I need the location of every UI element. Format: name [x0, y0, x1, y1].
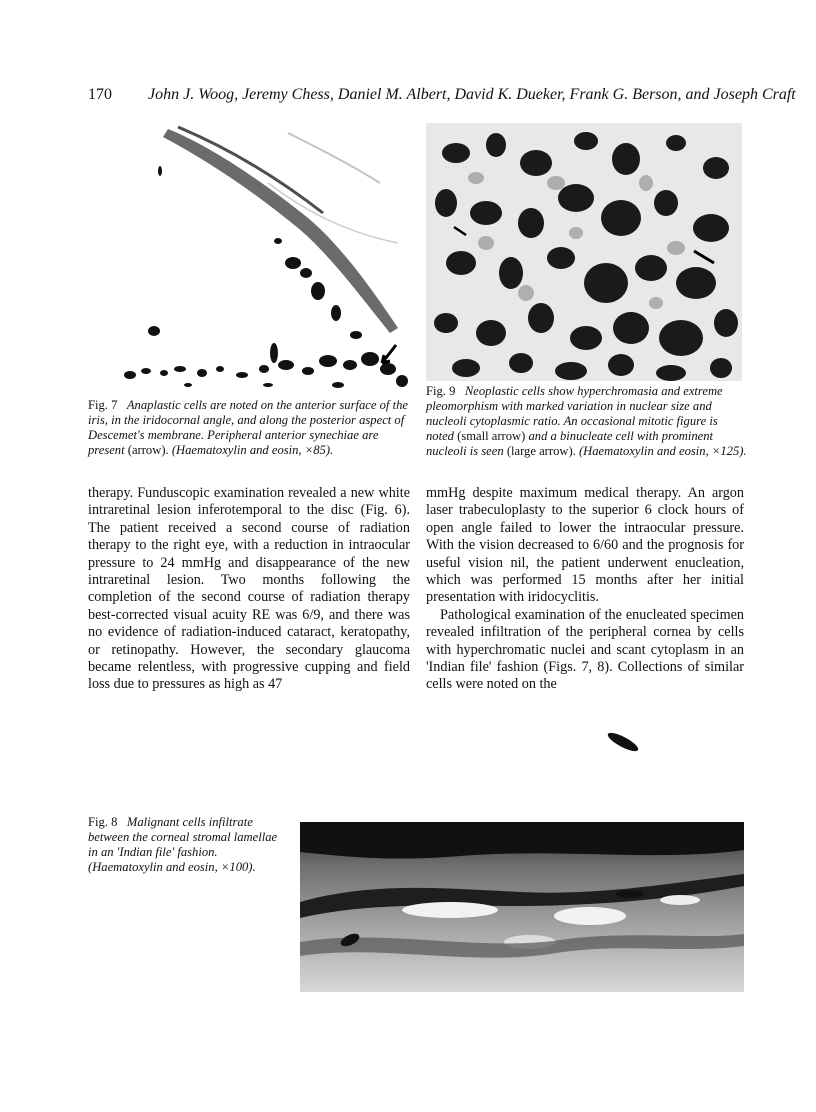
figure-9-stain: (Haematoxylin and eosin, ×125).: [578, 444, 747, 458]
figure-8-label: Fig. 8: [88, 815, 118, 829]
author-list: John J. Woog, Jeremy Chess, Daniel M. Albert, David K. Dueker, Frank G. Berson, and Joseph Craft: [148, 86, 796, 103]
figure-7-image: [118, 123, 411, 393]
figure-7-caption: [88, 398, 410, 458]
figure-7-text: Anaplastic cells are noted on the anterior surface of the iris, in the iridocornal angle, and along the posterior aspect of Descemet's membrane. Peripheral anterior synechiae are present: [88, 398, 408, 457]
body-paragraph: mmHg despite maximum medical therapy. An argon laser trabeculoplasty to the superior 6 clock hours of open angle failed to lower the intraocular pressure. With the vision decreased to 6/60 and the prognosis for useful vision nil, the patient underwent enucleation, which was performed 15 months after her initial presentation with iridocyclitis.: [426, 485, 744, 606]
figure-8-caption: [88, 815, 288, 875]
body-column-right: [426, 485, 744, 694]
figure-9-large-arrow-note: (large arrow).: [506, 444, 576, 458]
body-paragraph: therapy. Funduscopic examination revealed a new white intraretinal lesion inferotemporal to the disc (Fig. 6). The patient received a second course of radiation therapy to the right eye, with a reduction in intraocular pressure to 24 mmHg and disappearance of the new intraretinal lesion. Two months following the completion of the second course of radiation therapy best-corrected visual acuity RE was 6/9, and there was no evidence of radiation-induced cataract, keratopathy, or retinopathy. However, the secondary glaucoma became relentless, with progressive cupping and field loss due to pressures as high as 47: [88, 485, 410, 693]
figure-7-arrow-note: (arrow).: [127, 443, 169, 457]
running-header: [88, 86, 796, 104]
figure-9-label: Fig. 9: [426, 384, 456, 398]
figure-9-small-arrow-note: (small arrow): [457, 429, 526, 443]
figure-9-image: [426, 123, 742, 381]
figure-9-text-part1: Neoplastic cells show hyperchromasia and extreme pleomorphism with marked variation in nuclear size and nucleoli cytoplasmic ratio. An occasional mitotic figure is noted: [426, 384, 723, 443]
body-column-left: [88, 485, 410, 694]
figure-7-stain: (Haematoxylin and eosin, ×85).: [171, 443, 334, 457]
print-speck: [606, 730, 641, 755]
figure-9-text-part2: and a binucleate cell with prominent nucleoli is seen: [426, 429, 714, 458]
figure-9-caption: [426, 384, 748, 459]
body-paragraph: Pathological examination of the enucleated specimen revealed infiltration of the peripheral cornea by cells with hyperchromatic nuclei and scant cytoplasm in an 'Indian file' fashion (Figs. 7, 8). Collections of similar cells were noted on the: [426, 606, 744, 693]
figure-7-label: Fig. 7: [88, 398, 118, 412]
figure-8-text: Malignant cells infiltrate between the corneal stromal lamellae in an 'Indian file' fashion. (Haematoxylin and eosin, ×100).: [88, 815, 278, 874]
figure-8-image: [300, 822, 744, 992]
page-number: 170: [88, 86, 112, 103]
